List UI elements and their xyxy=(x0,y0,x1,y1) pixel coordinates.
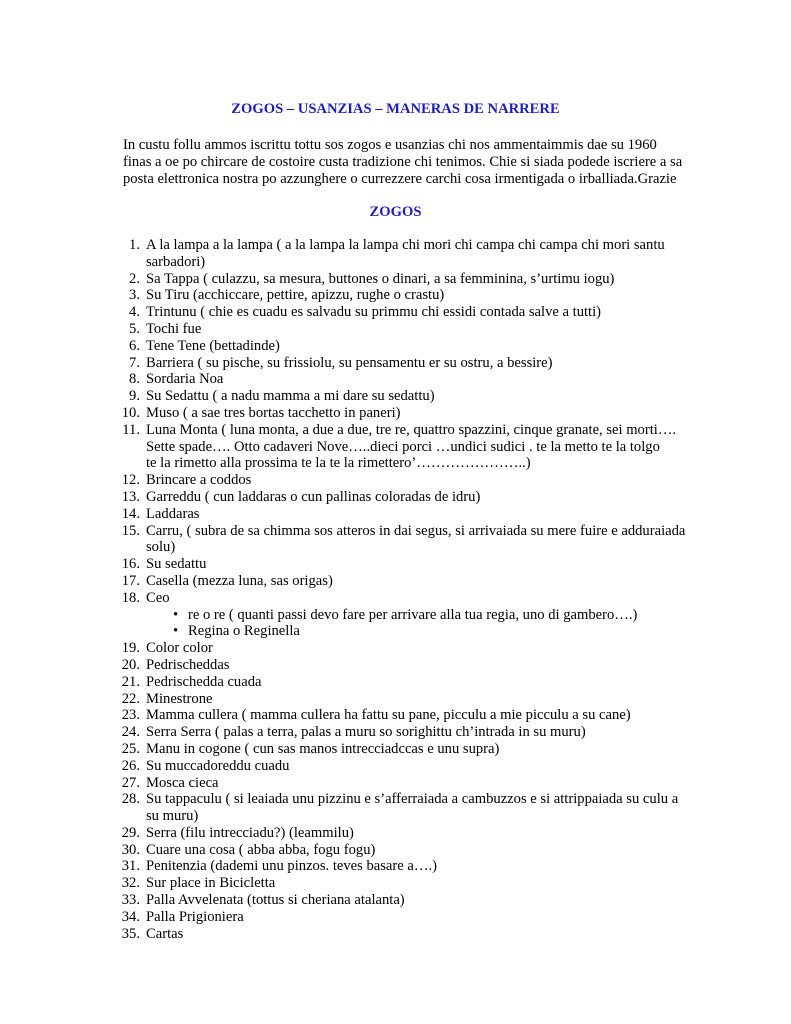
list-item-text: Sordaria Noa xyxy=(146,371,224,388)
list-item xyxy=(0,472,706,489)
list-number: 24. xyxy=(121,724,140,741)
list-item-text: Su Sedattu ( a nadu mamma a mi dare su sedattu) xyxy=(146,388,435,405)
list-number: 34. xyxy=(121,908,140,925)
list-item-text: Mosca cieca xyxy=(146,774,219,791)
list-number: 30. xyxy=(121,841,140,858)
list-item xyxy=(0,657,706,674)
list-item-text: Mamma cullera ( mamma cullera ha fattu su pane, picculu a mie picculu a su cane) xyxy=(146,707,631,724)
list-item-text: Barriera ( su pische, su frissiolu, su pensamentu er su ostru, a bessire) xyxy=(146,354,553,371)
list-number: 26. xyxy=(121,757,140,774)
list-item xyxy=(0,506,706,523)
list-item-text: Tene Tene (bettadinde) xyxy=(146,337,280,354)
list-item-text: Garreddu ( cun laddaras o cun pallinas coloradas de idru) xyxy=(146,488,481,505)
list-number: 32. xyxy=(121,875,140,892)
bullet-icon: • xyxy=(173,606,179,623)
list-item-text: Serra Serra ( palas a terra, palas a muru so sorighittu ch’intrada in su muru) xyxy=(146,724,586,741)
list-item xyxy=(0,674,706,691)
list-item xyxy=(0,523,706,557)
sub-list-item xyxy=(146,623,748,640)
section-title: ZOGOS xyxy=(369,204,422,220)
list-item-text: Pedrischeddas xyxy=(146,656,230,673)
list-number: 5. xyxy=(129,320,140,337)
list-item-text: Brincare a coddos xyxy=(146,472,252,489)
list-item-text: te la rimetto alla prossima te la te la rimettero’…………………..) xyxy=(146,455,531,472)
list-number: 21. xyxy=(121,673,140,690)
list-number: 17. xyxy=(121,572,140,589)
list-number: 15. xyxy=(121,522,140,539)
list-item xyxy=(0,825,706,842)
list-item-text: Cartas xyxy=(146,925,184,942)
list-item xyxy=(0,892,706,909)
list-item-text: Trintunu ( chie es cuadu es salvadu su primmu chi essidi contada salve a tutti) xyxy=(146,304,602,321)
sub-list xyxy=(146,607,706,641)
list-item-text: Serra (filu intrecciadu?) (leammilu) xyxy=(146,824,354,841)
list-number: 23. xyxy=(121,707,140,724)
list-number: 7. xyxy=(129,354,140,371)
bullet-icon: • xyxy=(173,623,179,640)
list-item-text: solu) xyxy=(146,539,176,556)
list-number: 28. xyxy=(121,791,140,808)
list-item-text: Muso ( a sae tres bortas tacchetto in paneri) xyxy=(146,404,401,421)
list-number: 10. xyxy=(121,404,140,421)
list-item xyxy=(0,842,706,859)
list-number: 20. xyxy=(121,656,140,673)
list-number: 12. xyxy=(121,472,140,489)
list-item xyxy=(0,775,706,792)
list-number: 3. xyxy=(129,287,140,304)
list-number: 31. xyxy=(121,858,140,875)
list-number: 27. xyxy=(121,774,140,791)
list-item xyxy=(0,422,706,472)
list-item xyxy=(0,355,706,372)
list-item-text: Penitenzia (dademi unu pinzos. teves basare a….) xyxy=(146,858,437,875)
list-item xyxy=(0,909,706,926)
list-number: 1. xyxy=(129,237,140,253)
list-item xyxy=(0,590,706,640)
list-number: 4. xyxy=(129,304,140,321)
list-item xyxy=(0,287,706,304)
list-item-text: Su muccadoreddu cuadu xyxy=(146,757,290,774)
list-item xyxy=(0,707,706,724)
list-item-text: Minestrone xyxy=(146,690,213,707)
intro-line: finas a oe po chircare de costoire custa tradizione chi tenimos. Chie si siada podede iscriere a sa xyxy=(123,154,683,170)
list-item-text: Su tappaculu ( si leaiada unu pizzinu e s’afferraiada a cambuzzos e si attrippaiada su culu a xyxy=(146,791,679,808)
sub-list-text: Regina o Reginella xyxy=(188,623,300,640)
list-item xyxy=(0,237,706,271)
list-number: 33. xyxy=(121,892,140,909)
list-item-text: Sa Tappa ( culazzu, sa mesura, buttones o dinari, a sa femminina, s’urtimu iogu) xyxy=(146,270,615,287)
list-item-text: Casella (mezza luna, sas origas) xyxy=(146,572,333,589)
list-item xyxy=(0,926,706,943)
list-number: 16. xyxy=(121,556,140,573)
list-item xyxy=(0,304,706,321)
list-number: 2. xyxy=(129,270,140,287)
list-item xyxy=(0,388,706,405)
intro-line: posta elettronica nostra po azzunghere o currezzere carchi cosa irmentigada o irballiada.Grazie xyxy=(123,171,677,187)
list-item-text: Su Tiru (acchiccare, pettire, apizzu, rughe o crastu) xyxy=(146,287,445,304)
list-item-text: Sette spade…. Otto cadaveri Nove…..dieci porci …undici sudici . te la metto te la tolgo xyxy=(146,438,660,455)
list-item-text: Palla Prigioniera xyxy=(146,908,244,925)
list-item-text: Tochi fue xyxy=(146,320,202,337)
intro-paragraph xyxy=(123,137,683,188)
list-item xyxy=(0,724,706,741)
list-number: 19. xyxy=(121,640,140,657)
list-number: 13. xyxy=(121,488,140,505)
list-item-text: Carru, ( subra de sa chimma sos atteros in dai segus, si arrivaiada su mere fuire e adduraiada xyxy=(146,522,686,539)
list-number: 18. xyxy=(121,589,140,606)
list-number: 8. xyxy=(129,371,140,388)
list-item xyxy=(0,405,706,422)
list-item xyxy=(0,573,706,590)
list-item-text: Cuare una cosa ( abba abba, fogu fogu) xyxy=(146,841,376,858)
list-number: 25. xyxy=(121,740,140,757)
intro-line: In custu follu ammos iscrittu tottu sos zogos e usanzias chi nos ammentaimmis dae su 1960 xyxy=(123,137,657,153)
sub-list-item xyxy=(146,607,748,624)
list-item-text: Pedrischedda cuada xyxy=(146,673,262,690)
list-item xyxy=(0,489,706,506)
list-number: 29. xyxy=(121,824,140,841)
list-item-text: su muru) xyxy=(146,808,199,825)
list-item-text: Color color xyxy=(146,640,213,657)
list-item xyxy=(0,640,706,657)
list-item xyxy=(0,271,706,288)
list-item-text: Palla Avvelenata (tottus si cheriana atalanta) xyxy=(146,892,405,909)
list-item-text: A la lampa a la lampa ( a la lampa la lampa chi mori chi campa chi campa chi mori santu xyxy=(146,237,665,253)
list-item xyxy=(0,791,706,825)
list-number: 6. xyxy=(129,337,140,354)
sub-list-text: re o re ( quanti passi devo fare per arrivare alla tua regia, uno di gambero….) xyxy=(188,606,638,623)
list-item-text: Su sedattu xyxy=(146,556,207,573)
list-item xyxy=(0,875,706,892)
list-item-text: sarbadori) xyxy=(146,253,206,270)
list-item-text: Ceo xyxy=(146,589,170,606)
list-number: 11. xyxy=(122,421,140,438)
games-list xyxy=(0,237,706,942)
list-item-text: Luna Monta ( luna monta, a due a due, tre re, quattro spazzini, cinque granate, sei morti…. xyxy=(146,421,677,438)
list-item-text: Manu in cogone ( cun sas manos intrecciadccas e unu supra) xyxy=(146,740,500,757)
list-item-text: Laddaras xyxy=(146,505,200,522)
list-number: 9. xyxy=(129,388,140,405)
document-title: ZOGOS – USANZIAS – MANERAS DE NARRERE xyxy=(231,101,560,117)
list-item-text: Sur place in Bicicletta xyxy=(146,875,276,892)
list-item xyxy=(0,758,706,775)
list-item xyxy=(0,338,706,355)
list-item xyxy=(0,371,706,388)
list-item xyxy=(0,741,706,758)
list-item xyxy=(0,321,706,338)
list-item xyxy=(0,556,706,573)
list-number: 35. xyxy=(121,925,140,942)
list-number: 22. xyxy=(121,690,140,707)
list-item xyxy=(0,691,706,708)
list-item xyxy=(0,858,706,875)
list-number: 14. xyxy=(121,505,140,522)
